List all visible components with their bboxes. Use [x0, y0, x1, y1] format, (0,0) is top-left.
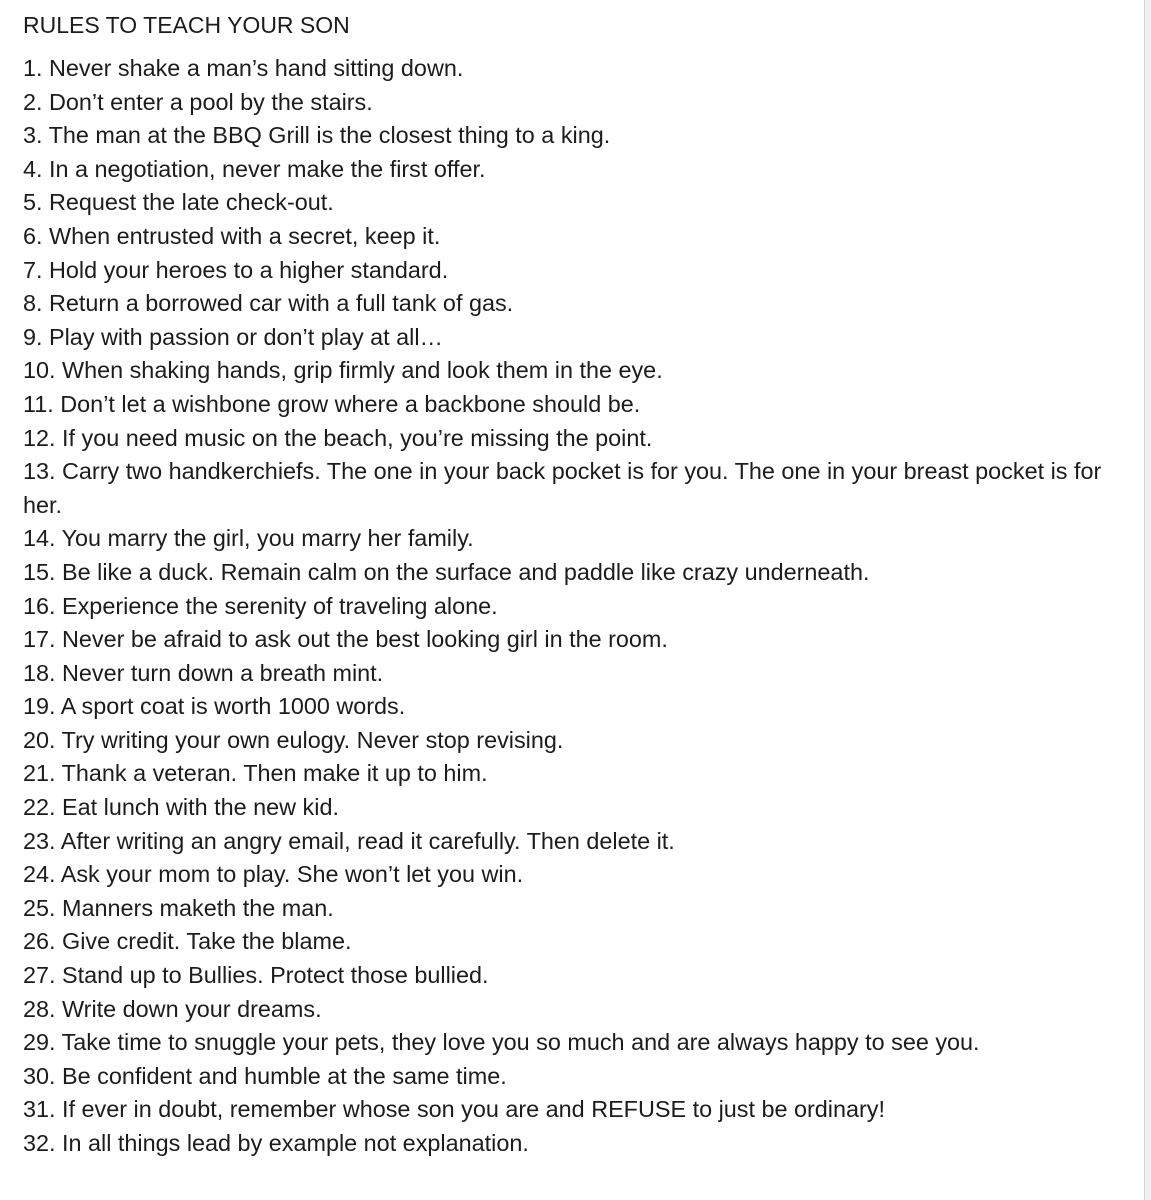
- rule-item: 28. Write down your dreams.: [23, 995, 322, 1022]
- rule-item: 31. If ever in doubt, remember whose son you are and REFUSE to just be ordinary!: [23, 1096, 885, 1123]
- rule-item: 10. When shaking hands, grip firmly and look them in the eye.: [23, 357, 663, 384]
- rule-item: 5. Request the late check-out.: [23, 189, 334, 216]
- rule-item: 29. Take time to snuggle your pets, they love you so much and are always happy to see you.: [23, 1029, 980, 1056]
- rule-item: 26. Give credit. Take the blame.: [23, 928, 352, 955]
- rule-item: 9. Play with passion or don’t play at all…: [23, 323, 443, 350]
- rule-item: 24. Ask your mom to play. She won’t let you win.: [23, 861, 524, 888]
- rule-item: 27. Stand up to Bullies. Protect those bullied.: [23, 962, 489, 989]
- rule-item: 11. Don’t let a wishbone grow where a backbone should be.: [23, 390, 641, 417]
- rule-item: 22. Eat lunch with the new kid.: [23, 794, 339, 821]
- rule-item: 15. Be like a duck. Remain calm on the surface and paddle like crazy underneath.: [23, 558, 870, 585]
- rule-item: 20. Try writing your own eulogy. Never stop revising.: [23, 726, 564, 753]
- rule-item: 32. In all things lead by example not explanation.: [23, 1130, 529, 1156]
- rule-item: 12. If you need music on the beach, you’re missing the point.: [23, 424, 653, 451]
- rule-item: 30. Be confident and humble at the same time.: [23, 1062, 507, 1089]
- rule-item: 4. In a negotiation, never make the first offer.: [23, 155, 486, 182]
- rule-item: 14. You marry the girl, you marry her family.: [23, 525, 474, 552]
- rule-item: 23. After writing an angry email, read it carefully. Then delete it.: [23, 827, 675, 854]
- note-title: RULES TO TEACH YOUR SON: [23, 12, 350, 38]
- rule-item: 21. Thank a veteran. Then make it up to him.: [23, 760, 488, 787]
- rule-item: 13. Carry two handkerchiefs. The one in your back pocket is for you. The one in your breast pocket is for her.: [23, 458, 1102, 518]
- rules-list: [23, 52, 1128, 1161]
- rule-item: 25. Manners maketh the man.: [23, 894, 334, 921]
- rule-item: 16. Experience the serenity of traveling alone.: [23, 592, 498, 619]
- rule-item: 2. Don’t enter a pool by the stairs.: [23, 88, 373, 115]
- window-edge-divider: [1144, 0, 1151, 1200]
- rule-item: 3. The man at the BBQ Grill is the closest thing to a king.: [23, 122, 611, 149]
- rule-item: 17. Never be afraid to ask out the best looking girl in the room.: [23, 626, 668, 653]
- rule-item: 18. Never turn down a breath mint.: [23, 659, 384, 686]
- rule-item: 8. Return a borrowed car with a full tank of gas.: [23, 290, 514, 317]
- rule-item: 7. Hold your heroes to a higher standard.: [23, 256, 449, 283]
- rule-item: 1. Never shake a man’s hand sitting down.: [23, 55, 464, 81]
- rule-item: 19. A sport coat is worth 1000 words.: [23, 693, 406, 720]
- rule-item: 6. When entrusted with a secret, keep it.: [23, 222, 441, 249]
